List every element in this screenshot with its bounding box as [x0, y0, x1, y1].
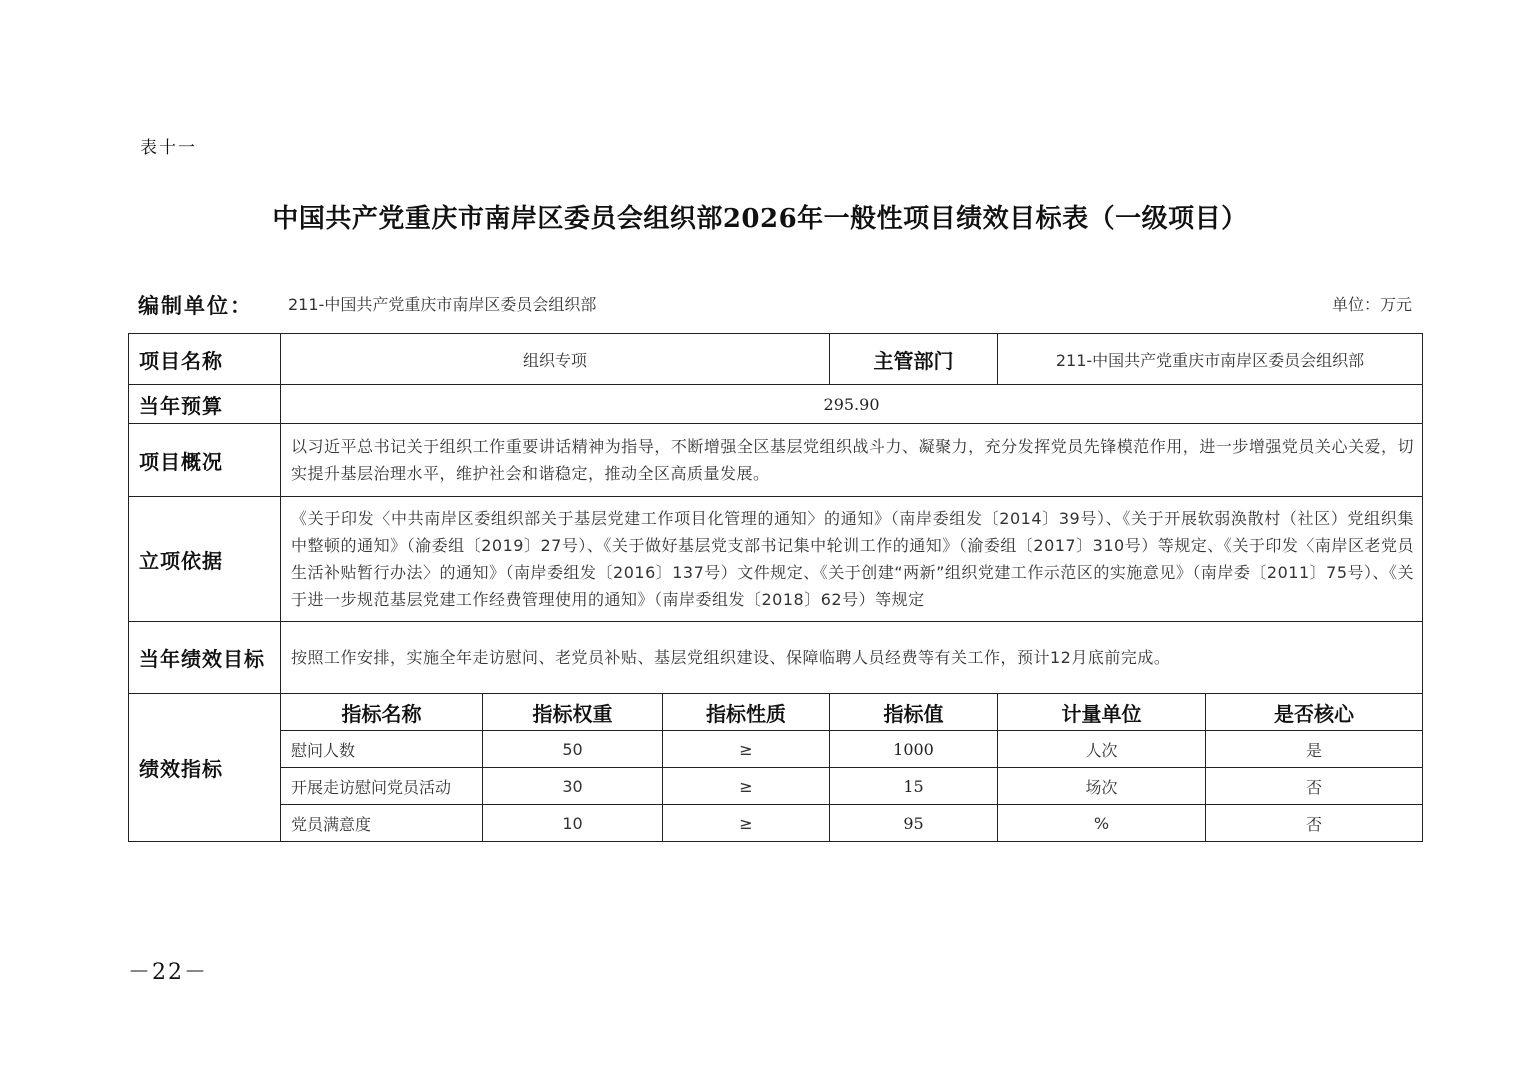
indicator-header: 指标名称 [281, 694, 483, 731]
project-name-label: 项目名称 [129, 334, 281, 385]
project-name-row [129, 334, 1423, 385]
budget-value: 295.90 [281, 385, 1423, 424]
indicator-header: 指标值 [830, 694, 998, 731]
project-name-value: 组织专项 [281, 334, 830, 385]
indicator-row [129, 805, 1423, 842]
dept-value: 211-中国共产党重庆市南岸区委员会组织部 [998, 334, 1423, 385]
indicator-nature: ≥ [663, 768, 830, 805]
indicator-core: 否 [1206, 805, 1423, 842]
indicator-core: 否 [1206, 768, 1423, 805]
overview-row [129, 424, 1423, 497]
indicator-header: 指标性质 [663, 694, 830, 731]
indicator-weight: 50 [483, 731, 663, 768]
indicator-weight: 10 [483, 805, 663, 842]
compiler-value: 211-中国共产党重庆市南岸区委员会组织部 [288, 295, 597, 314]
indicator-value: 15 [830, 768, 998, 805]
overview-text: 以习近平总书记关于组织工作重要讲话精神为指导，不断增强全区基层党组织战斗力、凝聚力，充分发挥党员先锋模范作用，进一步增强党员关心关爱，切实提升基层治理水平，维护社会和谐稳定，推动全区高质量发展。 [281, 424, 1423, 497]
indicator-name: 慰问人数 [281, 731, 483, 768]
indicator-unit: % [998, 805, 1206, 842]
indicator-row [129, 768, 1423, 805]
goal-label: 当年绩效目标 [129, 622, 281, 694]
document-title: 中国共产党重庆市南岸区委员会组织部2026年一般性项目绩效目标表（一级项目） [272, 204, 1248, 234]
indicator-value: 1000 [830, 731, 998, 768]
indicator-unit: 场次 [998, 768, 1206, 805]
budget-row [129, 385, 1423, 424]
indicator-nature: ≥ [663, 805, 830, 842]
table-label: 表十一 [140, 138, 197, 158]
unit-label: 单位：万元 [1331, 295, 1412, 314]
overview-label: 项目概况 [129, 424, 281, 497]
dept-label: 主管部门 [830, 334, 998, 385]
indicator-header: 指标权重 [483, 694, 663, 731]
basis-label: 立项依据 [129, 497, 281, 622]
indicator-nature: ≥ [663, 731, 830, 768]
performance-table [128, 333, 1423, 842]
basis-row [129, 497, 1423, 622]
indicator-core: 是 [1206, 731, 1423, 768]
indicator-unit: 人次 [998, 731, 1206, 768]
indicator-name: 党员满意度 [281, 805, 483, 842]
indicator-name: 开展走访慰问党员活动 [281, 768, 483, 805]
goal-row [129, 622, 1423, 694]
indicator-value: 95 [830, 805, 998, 842]
page-number: －22－ [128, 960, 208, 985]
budget-label: 当年预算 [129, 385, 281, 424]
indicator-header: 计量单位 [998, 694, 1206, 731]
indicator-header: 是否核心 [1206, 694, 1423, 731]
indicator-header-row [129, 694, 1423, 731]
compiler-label: 编制单位： [138, 293, 253, 318]
indicators-label: 绩效指标 [129, 694, 281, 842]
basis-text: 《关于印发〈中共南岸区委组织部关于基层党建工作项目化管理的通知〉的通知》（南岸委组发〔2014〕39号）、《关于开展软弱涣散村（社区）党组织集中整顿的通知》（渝委组〔2019〕27号）、《关于做好基层党支部书记集中轮训工作的通知》（渝委组〔2017〕310号）等规定、《关于印发〈南岸区老党员生活补贴暂行办法〉的通知》（南岸委组发〔2016〕137号）文件规定、《关于创建“两新”组织党建工作示范区的实施意见》（南岸委〔2011〕75号）、《关于进一步规范基层党建工作经费管理使用的通知》（南岸委组发〔2018〕62号）等规定 [281, 497, 1423, 622]
indicator-weight: 30 [483, 768, 663, 805]
indicator-row [129, 731, 1423, 768]
goal-text: 按照工作安排，实施全年走访慰问、老党员补贴、基层党组织建设、保障临聘人员经费等有关工作，预计12月底前完成。 [281, 622, 1423, 694]
